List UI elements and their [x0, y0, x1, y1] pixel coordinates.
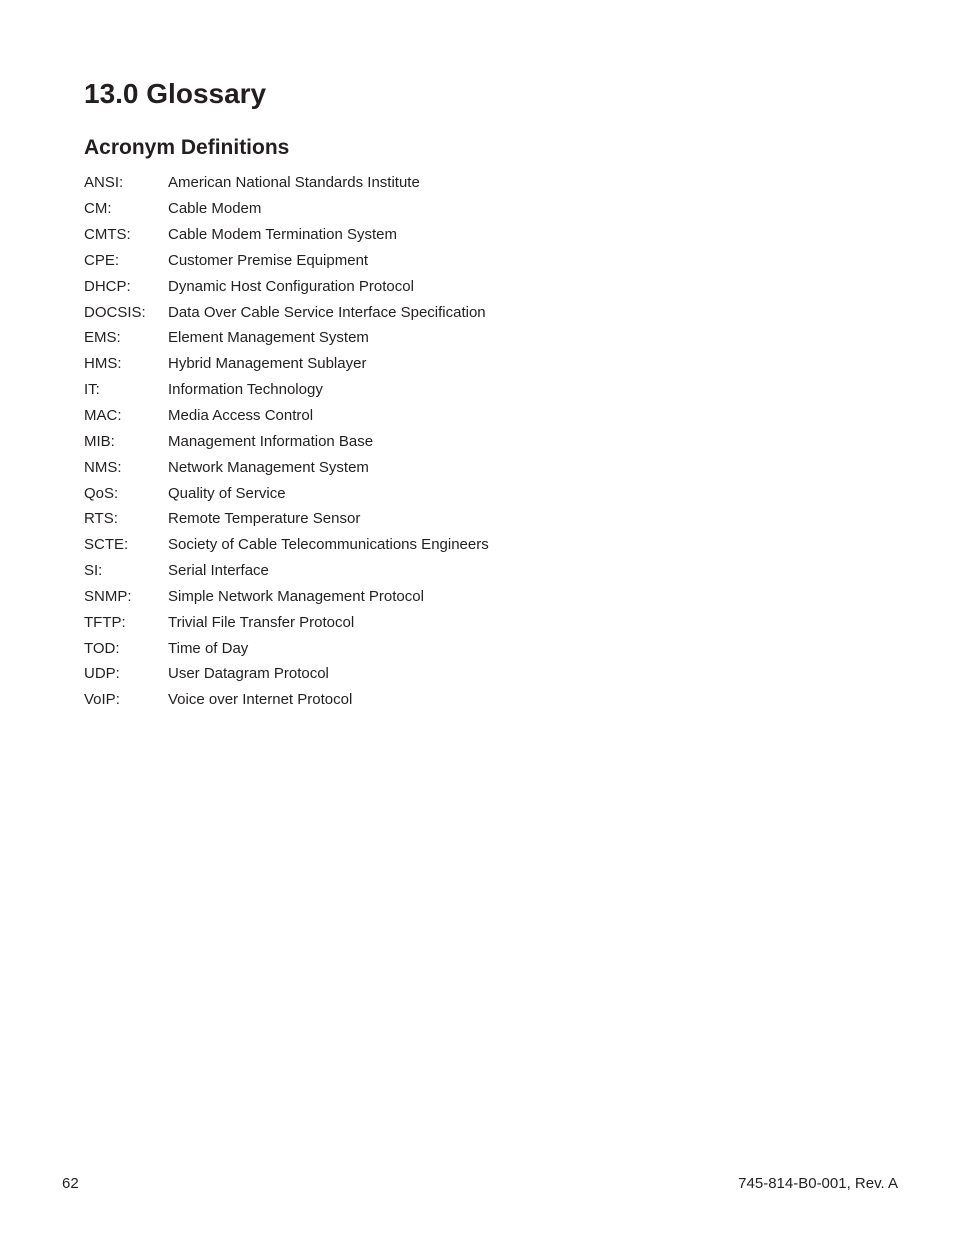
acronym-term: MAC: [84, 407, 122, 425]
glossary-entry [84, 584, 489, 610]
acronym-definition: Trivial File Transfer Protocol [168, 613, 355, 631]
glossary-entry [84, 532, 489, 558]
acronym-definition: Media Access Control [168, 407, 314, 425]
acronym-definition: Society of Cable Telecommunications Engineers [168, 536, 489, 554]
glossary-entry [84, 403, 489, 429]
glossary-entry [84, 248, 489, 274]
acronym-term: SI: [84, 562, 103, 580]
glossary-entry [84, 222, 489, 248]
acronym-definition: Data Over Cable Service Interface Specification [168, 303, 486, 321]
acronym-definition: Network Management System [168, 458, 369, 476]
acronym-definition: Element Management System [168, 329, 369, 347]
acronym-term: UDP: [84, 665, 120, 683]
glossary-entry [84, 428, 489, 454]
acronym-term: EMS: [84, 329, 121, 347]
acronym-definition: Remote Temperature Sensor [168, 510, 361, 528]
acronym-definition: Customer Premise Equipment [168, 251, 369, 269]
glossary-entry [84, 558, 489, 584]
acronym-term: DHCP: [84, 277, 131, 295]
acronym-definition: Hybrid Management Sublayer [168, 355, 367, 373]
glossary-entry [84, 687, 489, 713]
glossary-entry [84, 635, 489, 661]
acronym-term: CMTS: [84, 226, 131, 244]
glossary-entry [84, 480, 489, 506]
glossary-entry [84, 170, 489, 196]
acronym-definition: Management Information Base [168, 432, 374, 450]
acronym-term: HMS: [84, 355, 122, 373]
acronym-definition: Cable Modem Termination System [168, 226, 397, 244]
glossary-entry [84, 454, 489, 480]
glossary-entry [84, 325, 489, 351]
acronym-term: SCTE: [84, 536, 129, 554]
acronym-term: TOD: [84, 639, 120, 657]
glossary-entry [84, 609, 489, 635]
acronym-definition: Cable Modem [168, 200, 262, 218]
glossary-entry [84, 351, 489, 377]
acronym-term: MIB: [84, 432, 115, 450]
acronym-term: VoIP: [84, 691, 120, 709]
acronym-term: CPE: [84, 251, 120, 269]
acronym-definition: User Datagram Protocol [168, 665, 329, 683]
acronym-definition: Serial Interface [168, 562, 269, 580]
acronym-term: IT: [84, 381, 100, 399]
acronym-term: ANSI: [84, 174, 124, 192]
document-id: 745-814-B0-001, Rev. A [738, 1175, 898, 1192]
acronym-term: TFTP: [84, 613, 126, 631]
acronym-term: QoS: [84, 484, 119, 502]
section-heading: Acronym Definitions [84, 136, 290, 159]
acronym-definition: Voice over Internet Protocol [168, 691, 353, 709]
glossary-entry [84, 661, 489, 687]
glossary-entry [84, 377, 489, 403]
acronym-term: SNMP: [84, 587, 132, 605]
acronym-definition: Quality of Service [168, 484, 286, 502]
glossary-entry [84, 506, 489, 532]
acronym-term: RTS: [84, 510, 118, 528]
acronym-list [84, 170, 489, 713]
acronym-definition: American National Standards Institute [168, 174, 420, 192]
glossary-entry [84, 299, 489, 325]
page-title: 13.0 Glossary [84, 78, 267, 109]
glossary-entry [84, 196, 489, 222]
glossary-entry [84, 273, 489, 299]
acronym-definition: Simple Network Management Protocol [168, 587, 424, 605]
acronym-term: CM: [84, 200, 112, 218]
acronym-definition: Information Technology [168, 381, 323, 399]
acronym-term: NMS: [84, 458, 122, 476]
acronym-definition: Dynamic Host Configuration Protocol [168, 277, 414, 295]
acronym-definition: Time of Day [168, 639, 249, 657]
page-number: 62 [62, 1175, 79, 1192]
acronym-term: DOCSIS: [84, 303, 146, 321]
